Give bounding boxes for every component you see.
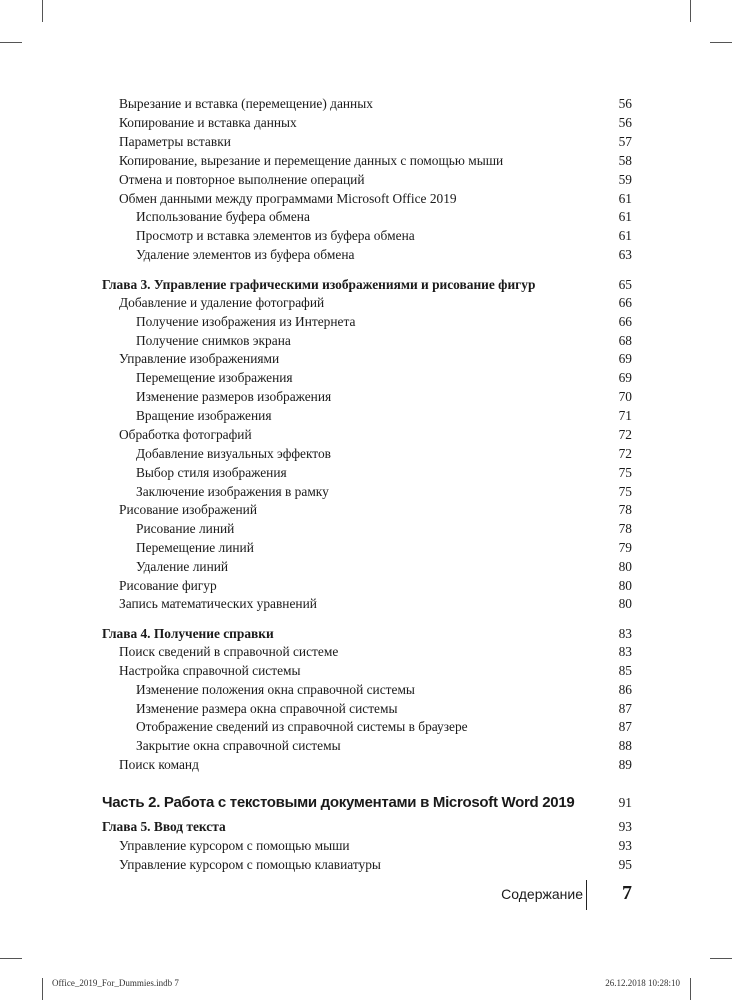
toc-entry <box>0 577 732 595</box>
toc-entry <box>0 190 732 208</box>
toc-entry-title: Изменение размера окна справочной системы <box>136 701 398 716</box>
toc-entry-title: Перемещение изображения <box>136 370 293 385</box>
crop-mark <box>0 958 22 959</box>
toc-entry-page: 58 <box>618 153 632 168</box>
toc-entry-title: Использование буфера обмена <box>136 209 310 224</box>
toc-entry-title: Управление курсором с помощью мыши <box>119 838 350 853</box>
toc-entry-title: Рисование изображений <box>119 502 258 517</box>
toc-entry-page: 61 <box>618 209 632 224</box>
toc-entry-page: 72 <box>618 427 632 442</box>
toc-entry <box>0 388 732 406</box>
toc-entry <box>0 133 732 151</box>
toc-entry <box>0 837 732 855</box>
toc-entry-title: Удаление линий <box>136 559 229 574</box>
toc-entry-page: 88 <box>618 738 632 753</box>
toc-entry-title: Закрытие окна справочной системы <box>136 738 341 753</box>
toc-entry <box>0 332 732 350</box>
toc-entry <box>0 227 732 245</box>
toc-entry-title: Вырезание и вставка (перемещение) данных <box>119 96 373 111</box>
toc-entry-title: Глава 3. Управление графическими изображениями и рисование фигур <box>102 277 536 292</box>
toc-chapter-entry <box>0 818 732 836</box>
toc-entry-title: Отмена и повторное выполнение операций <box>119 172 365 187</box>
toc-entry-title: Добавление визуальных эффектов <box>136 446 331 461</box>
toc-entry-page: 93 <box>618 838 632 853</box>
toc-entry <box>0 294 732 312</box>
toc-entry-page: 78 <box>618 521 632 536</box>
toc-entry-page: 83 <box>618 626 632 641</box>
toc-entry-page: 85 <box>618 663 632 678</box>
toc-entry-title: Глава 5. Ввод текста <box>102 819 226 834</box>
toc-entry <box>0 208 732 226</box>
toc-entry-page: 69 <box>618 370 632 385</box>
toc-entry-page: 89 <box>618 757 632 772</box>
toc-entry-page: 91 <box>618 795 632 810</box>
toc-entry <box>0 595 732 613</box>
toc-entry <box>0 171 732 189</box>
toc-entry-page: 66 <box>618 314 632 329</box>
toc-entry <box>0 558 732 576</box>
toc-entry-page: 83 <box>618 644 632 659</box>
toc-entry <box>0 152 732 170</box>
toc-entry-title: Заключение изображения в рамку <box>136 484 329 499</box>
page-number: 7 <box>622 882 632 904</box>
toc-entry-page: 71 <box>618 408 632 423</box>
crop-mark <box>690 978 691 1000</box>
crop-mark <box>0 42 22 43</box>
toc-entry-page: 57 <box>618 134 632 149</box>
toc-entry <box>0 643 732 661</box>
toc-entry-title: Запись математических уравнений <box>119 596 317 611</box>
toc-entry-page: 61 <box>618 191 632 206</box>
toc-entry-page: 86 <box>618 682 632 697</box>
toc-entry-title: Управление изображениями <box>119 351 280 366</box>
toc-entry-page: 68 <box>618 333 632 348</box>
toc-entry-title: Копирование и вставка данных <box>119 115 297 130</box>
toc-entry-title: Удаление элементов из буфера обмена <box>136 247 355 262</box>
toc-entry-title: Получение изображения из Интернета <box>136 314 356 329</box>
toc-entry-title: Выбор стиля изображения <box>136 465 287 480</box>
toc-entry-page: 93 <box>618 819 632 834</box>
slug-datetime: 26.12.2018 10:28:10 <box>605 978 680 988</box>
toc-entry <box>0 501 732 519</box>
crop-mark <box>710 42 732 43</box>
toc-entry <box>0 681 732 699</box>
toc-entry <box>0 95 732 113</box>
toc-entry <box>0 756 732 774</box>
toc-entry-page: 75 <box>618 484 632 499</box>
toc-entry-title: Вращение изображения <box>136 408 272 423</box>
toc-entry <box>0 313 732 331</box>
toc-entry <box>0 520 732 538</box>
toc-entry-page: 80 <box>618 596 632 611</box>
toc-entry <box>0 369 732 387</box>
toc-entry-page: 70 <box>618 389 632 404</box>
toc-entry-page: 56 <box>618 96 632 111</box>
toc-entry-page: 63 <box>618 247 632 262</box>
toc-entry <box>0 445 732 463</box>
toc-entry-page: 80 <box>618 559 632 574</box>
toc-entry-title: Изменение положения окна справочной системы <box>136 682 415 697</box>
toc-entry <box>0 114 732 132</box>
toc-entry-title: Обработка фотографий <box>119 427 252 442</box>
toc-entry <box>0 464 732 482</box>
toc-entry <box>0 737 732 755</box>
toc-entry-title: Поиск команд <box>119 757 199 772</box>
toc-entry <box>0 718 732 736</box>
toc-entry <box>0 539 732 557</box>
toc-entry-page: 59 <box>618 172 632 187</box>
toc-entry-page: 78 <box>618 502 632 517</box>
toc-entry-page: 87 <box>618 719 632 734</box>
toc-chapter-entry <box>0 276 732 294</box>
toc-entry-title: Получение снимков экрана <box>136 333 291 348</box>
toc-entry-page: 72 <box>618 446 632 461</box>
toc-entry-title: Параметры вставки <box>119 134 231 149</box>
toc-entry <box>0 246 732 264</box>
toc-entry <box>0 700 732 718</box>
toc-part-entry <box>0 794 732 812</box>
slug-file: Office_2019_For_Dummies.indb 7 <box>52 978 179 988</box>
toc-entry-page: 87 <box>618 701 632 716</box>
toc-entry-page: 75 <box>618 465 632 480</box>
running-footer-title: Содержание <box>501 886 583 902</box>
crop-mark <box>710 958 732 959</box>
toc-chapter-entry <box>0 625 732 643</box>
crop-mark <box>690 0 691 22</box>
toc-entry-title: Просмотр и вставка элементов из буфера обмена <box>136 228 415 243</box>
toc-entry-title: Изменение размеров изображения <box>136 389 332 404</box>
crop-mark <box>42 0 43 22</box>
toc-entry-title: Рисование фигур <box>119 578 217 593</box>
toc-entry-page: 66 <box>618 295 632 310</box>
toc-entry-title: Копирование, вырезание и перемещение данных с помощью мыши <box>119 153 504 168</box>
toc-entry-title: Поиск сведений в справочной системе <box>119 644 339 659</box>
toc-entry <box>0 407 732 425</box>
toc-entry-title: Перемещение линий <box>136 540 254 555</box>
toc-entry-page: 95 <box>618 857 632 872</box>
toc-entry-title: Глава 4. Получение справки <box>102 626 274 641</box>
toc-entry-page: 56 <box>618 115 632 130</box>
toc-entry-title: Рисование линий <box>136 521 235 536</box>
toc-entry <box>0 856 732 874</box>
toc-entry-title: Настройка справочной системы <box>119 663 301 678</box>
toc-entry-title: Управление курсором с помощью клавиатуры <box>119 857 381 872</box>
toc-entry <box>0 483 732 501</box>
toc-entry-page: 65 <box>618 277 632 292</box>
toc-entry-title: Обмен данными между программами Microsoft Office 2019 <box>119 191 457 206</box>
toc-entry <box>0 350 732 368</box>
crop-mark <box>42 978 43 1000</box>
toc-entry <box>0 426 732 444</box>
toc-entry-title: Часть 2. Работа с текстовыми документами в Microsoft Word 2019 <box>102 794 575 811</box>
toc-entry-page: 80 <box>618 578 632 593</box>
toc-entry-title: Добавление и удаление фотографий <box>119 295 325 310</box>
toc-entry-title: Отображение сведений из справочной системы в браузере <box>136 719 468 734</box>
toc-entry-page: 61 <box>618 228 632 243</box>
toc-entry-page: 79 <box>618 540 632 555</box>
toc-entry <box>0 662 732 680</box>
toc-entry-page: 69 <box>618 351 632 366</box>
footer-separator <box>586 880 587 910</box>
